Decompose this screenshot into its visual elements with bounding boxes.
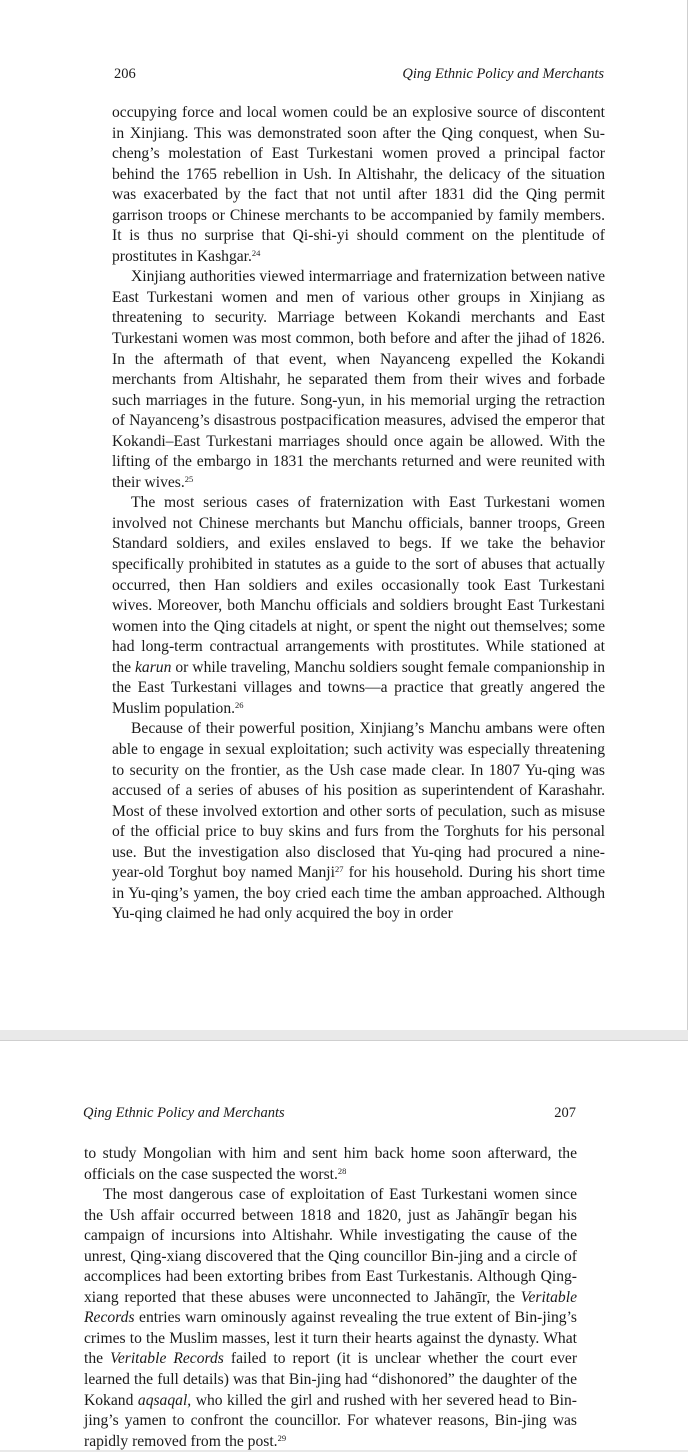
page-number: 206	[114, 66, 136, 82]
body-text	[84, 1144, 577, 1452]
page-header	[83, 1105, 576, 1122]
paragraph	[112, 719, 605, 924]
paragraph	[84, 1185, 577, 1452]
footnote-marker: 29	[277, 1432, 287, 1443]
text-run: The most dangerous case of exploitation of East Turkestani women since the Ush affair occurred between 1818 and 1820, just as Jahāngīr began his campaign of incursions into Altishahr. While investigating the cause of the unrest, Qing-xiang discovered that the Qing councillor Bin-jing and a circle of accomplices had been extorting bribes from East Turkestanis. Although Qing-xiang reported that these abuses were unconnected to Jahāngīr, the	[84, 1186, 577, 1306]
footnote-marker: 27	[334, 864, 344, 875]
paragraph	[112, 103, 605, 267]
text-run: occupying force and local women could be an explosive source of discontent in Xinjiang. This was demonstrated soon after the Qing conquest, when Su-cheng’s molestation of East Turkestani women proved a principal factor behind the 1765 rebellion in Ush. In Altishahr, the delicacy of the situation was exacerbated by the fact that not until after 1831 did the Qing permit garrison troops or Chinese merchants to be accompanied by family members. It is thus no surprise that Qi-shi-yi should comment on the plentitude of prostitutes in Kashgar.	[112, 104, 605, 265]
text-run: entries warn ominously against revealing the true extent of Bin-jing’s crimes to the Muslim masses, lest it turn their hearts against the dynasty. What the	[84, 1309, 577, 1368]
text-run: or while traveling, Manchu soldiers sought female companionship in the East Turkestani villages and towns—a practice that greatly angered the Muslim population.	[112, 658, 605, 717]
book-page-right	[0, 1040, 688, 1450]
running-head: Qing Ethnic Policy and Merchants	[402, 66, 604, 82]
running-head: Qing Ethnic Policy and Merchants	[83, 1105, 285, 1121]
text-run: Because of their powerful position, Xinjiang’s Manchu ambans were often able to engage in sexual exploitation; such activity was especially threatening to security on the frontier, as the Ush case made clear. In 1807 Yu-qing was accused of a series of abuses of his position as superintendent of Karashahr. Most of these involved extortion and other sorts of peculation, such as misuse of the official price to buy skins and furs from the Torghuts for his personal use. But the investigation also disclosed that Yu-qing had procured a nine-year-old Torghut boy named Manji	[112, 720, 605, 882]
page-header	[114, 66, 604, 83]
italic-term: aqsaqal	[137, 1391, 188, 1409]
italic-term: Veritable Records	[110, 1350, 224, 1368]
body-text	[112, 103, 605, 925]
footnote-marker: 28	[337, 1165, 347, 1176]
footnote-marker: 24	[251, 247, 261, 258]
text-run: failed to report (it is unclear whether the court ever learned the full details) was that Bin-jing had “dishonored” the daughter of the Kokand	[84, 1350, 578, 1409]
text-run: The most serious cases of fraternization with East Turkestani women involved not Chinese merchants but Manchu officials, banner troops, Green Standard soldiers, and exiles enslaved to begs. If we take the behavior specifically prohibited in statutes as a guide to the sort of abuses that actually occurred, then Han soldiers and exiles occasionally took East Turkestani wives. Moreover, both Manchu officials and soldiers brought East Turkestani women into the Qing citadels at night, or spent the night out themselves; some had long-term contractual arrangements with prostitutes. While stationed at the	[112, 494, 605, 676]
paragraph	[84, 1144, 577, 1185]
footnote-marker: 26	[235, 699, 244, 710]
italic-term: karun	[135, 658, 172, 676]
paragraph	[112, 267, 605, 493]
text-run: for his household. During his short time in Yu-qing’s yamen, the boy cried each time the amban approached. Although Yu-qing claimed he had only acquired the boy in order	[112, 864, 605, 923]
italic-term: Veritable Records	[84, 1288, 577, 1327]
page-number: 207	[554, 1105, 576, 1121]
text-run: Xinjiang authorities viewed intermarriage and fraternization between native East Turkestani women and men of various other groups in Xinjiang as threatening to security. Marriage between Kokandi merchants and East Turkestani women was most common, both before and after the jihad of 1826. In the aftermath of that event, when Nayanceng expelled the Kokandi merchants from Altishahr, he separated them from their wives and forbade such marriages in the future. Song-yun, in his memorial urging the retraction of Nayanceng’s disastrous postpacification measures, advised the emperor that Kokandi–East Turkestani marriages should once again be allowed. With the lifting of the embargo in 1831 the merchants returned and were reunited with their wives.	[112, 268, 605, 491]
paragraph	[112, 493, 605, 719]
text-run: to study Mongolian with him and sent him back home soon afterward, the officials on the case suspected the worst.	[84, 1145, 577, 1183]
text-run: , who killed the girl and rushed with her severed head to Bin-jing’s yamen to confront the councillor. For whatever reasons, Bin-jing was rapidly removed from the post.	[84, 1391, 577, 1450]
footnote-marker: 25	[184, 473, 194, 484]
